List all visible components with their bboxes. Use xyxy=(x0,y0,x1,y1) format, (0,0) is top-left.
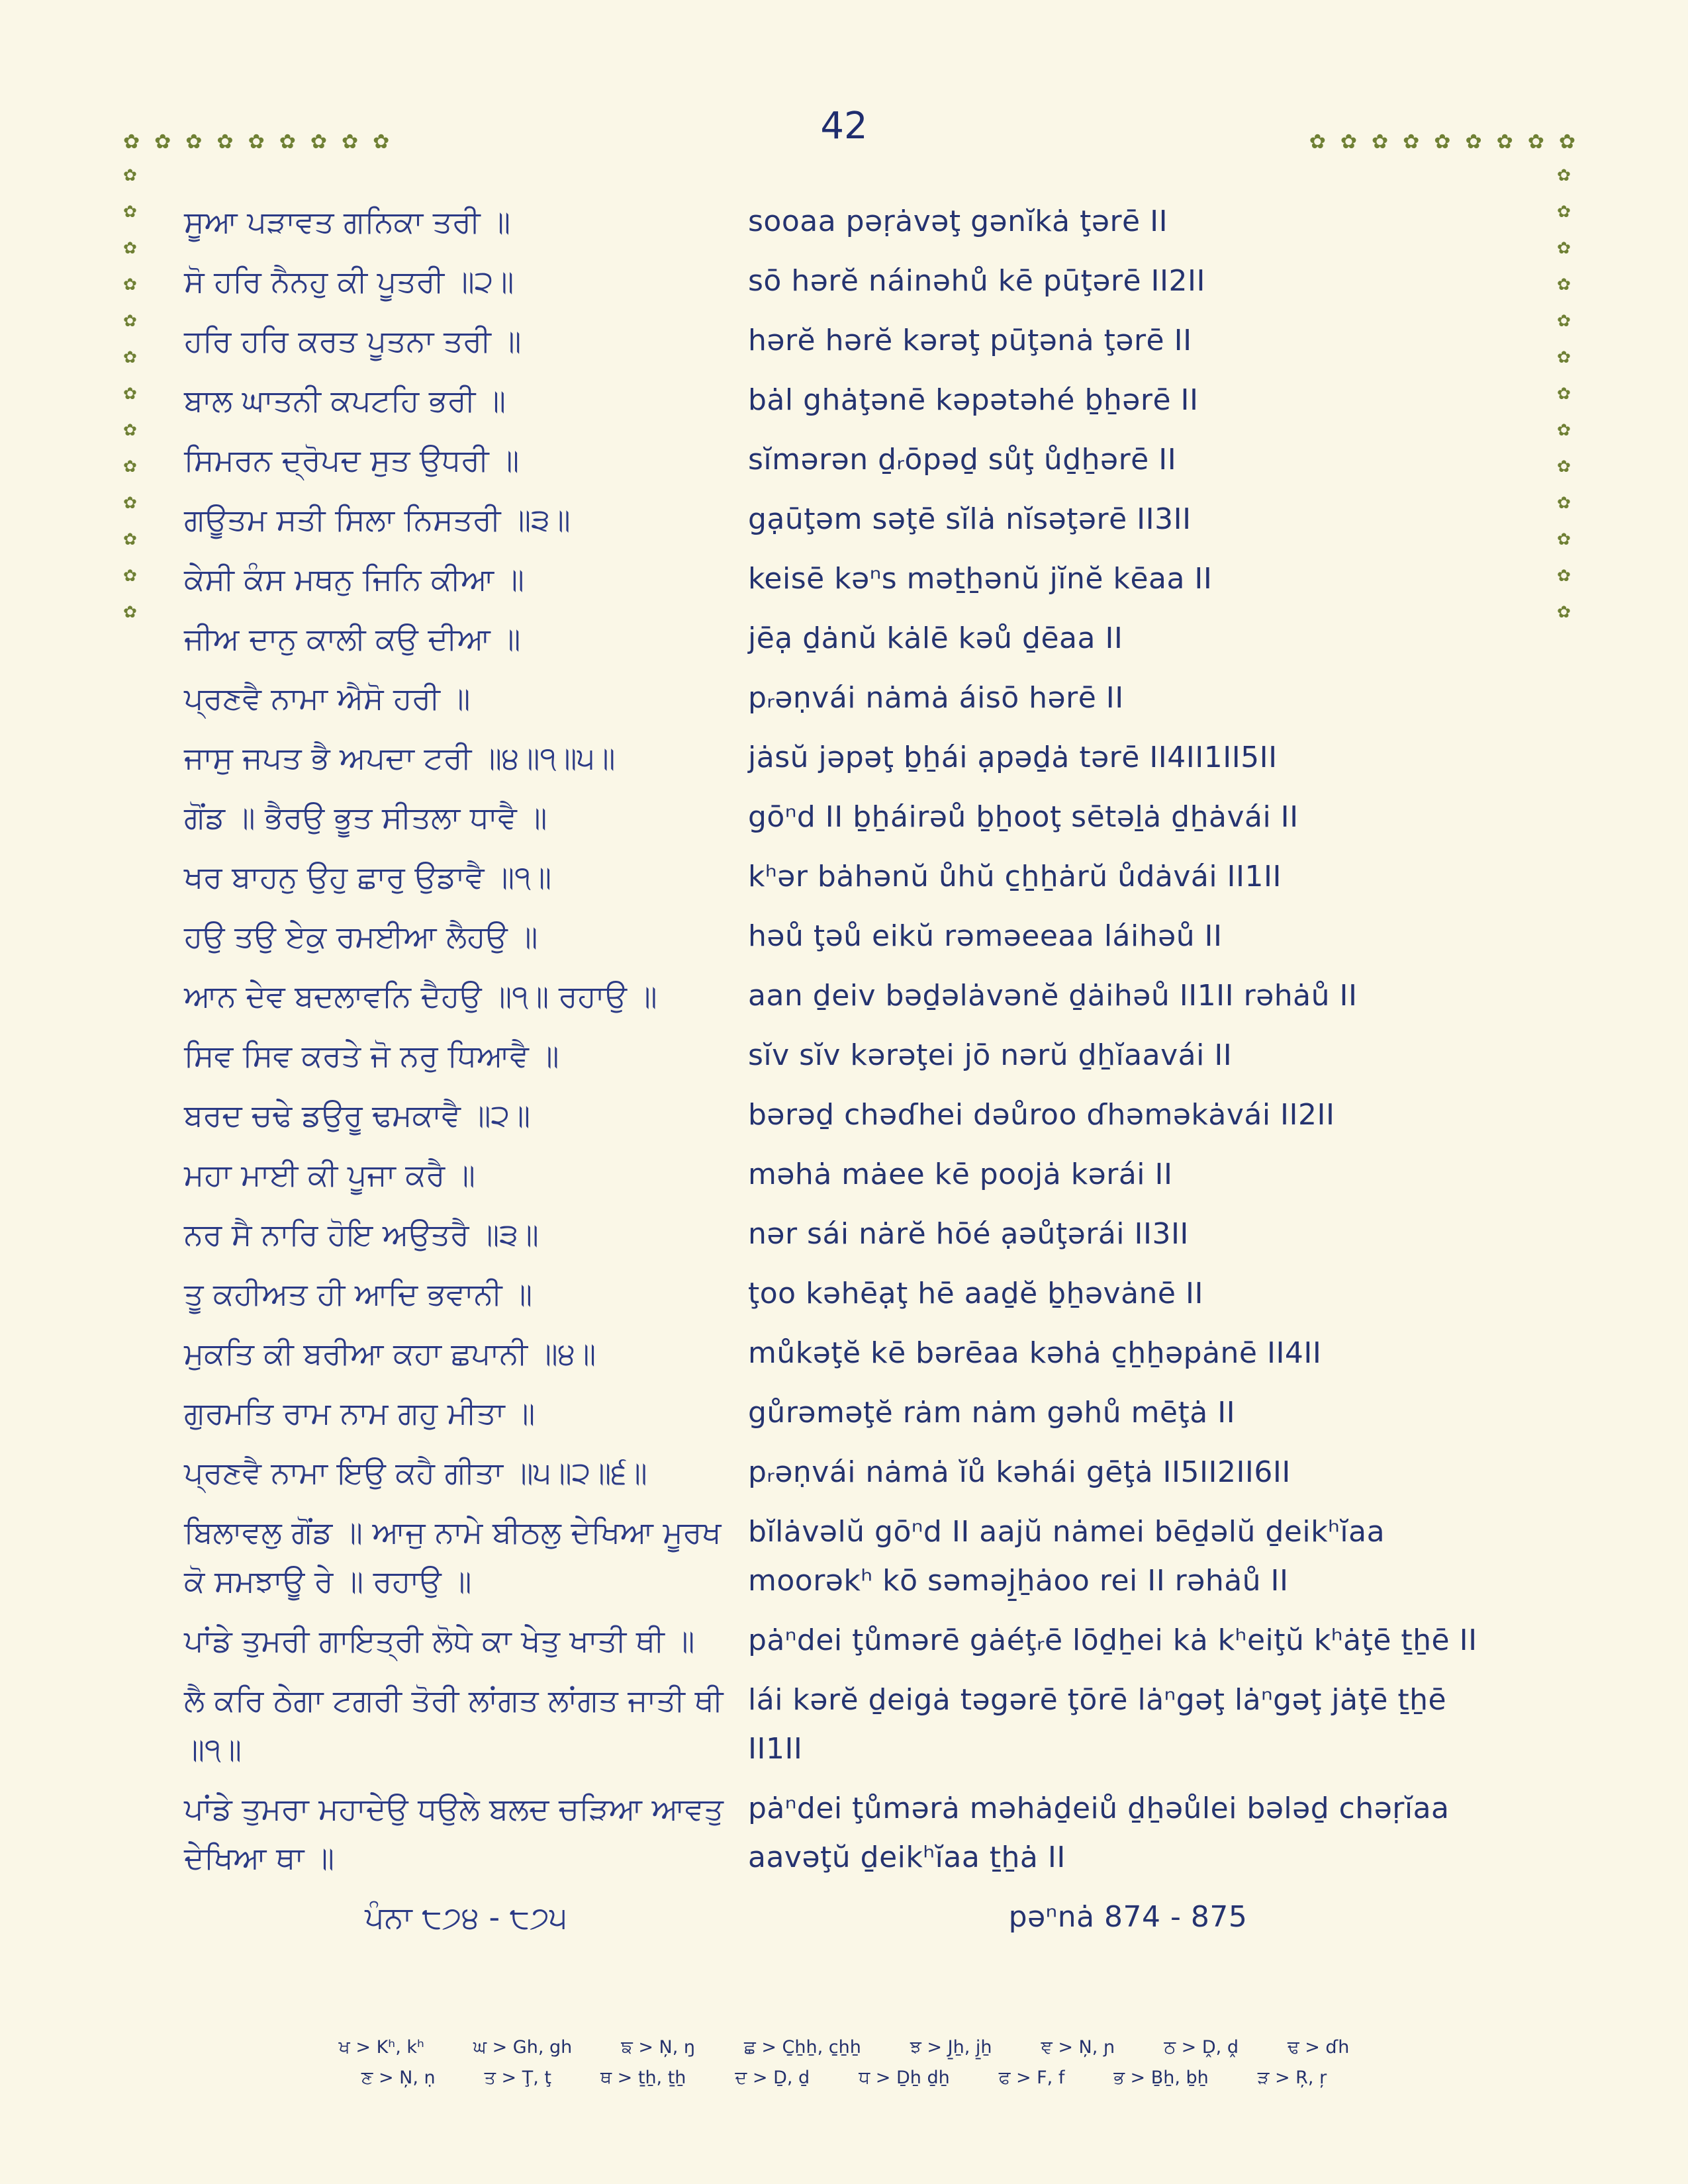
verse-row xyxy=(184,852,1524,901)
verse-row xyxy=(184,435,1524,484)
legend-mapping: ਫ > F, f xyxy=(998,2068,1065,2088)
flower-icon: ✿ xyxy=(248,130,265,154)
gurmukhi-text: ਸਿਵ ਸਿਵ ਕਰਤੇ ਜੋ ਨਰੁ ਧਿਆਵੈ ॥ xyxy=(184,1038,559,1073)
transliteration-text: bȧl ghȧţənē kəpətəhé ḇẖərē II xyxy=(748,383,1199,417)
verse-row xyxy=(184,495,1524,544)
ornament-row-top-right xyxy=(1309,132,1575,152)
legend-row xyxy=(339,2037,1350,2058)
verse-row xyxy=(184,1388,1524,1437)
flower-icon: ✿ xyxy=(1558,130,1575,154)
transliteration-text: kʰər bȧhənŭ ůhŭ c̱ẖẖȧrŭ ůdȧvái II1II xyxy=(748,860,1282,893)
flower-icon: ✿ xyxy=(1557,238,1571,257)
transliteration-text: jēạ ḏȧnŭ kȧlē kəů ḏēaa II xyxy=(748,621,1123,655)
gurmukhi-text: ਗੋਂਡ ॥ ਭੈਰਉ ਭੂਤ ਸੀਤਲਾ ਧਾਵੈ ॥ xyxy=(184,799,547,835)
gurmukhi-text: ਮਹਾ ਮਾਈ ਕੀ ਪੂਜਾ ਕਰੈ ॥ xyxy=(184,1157,475,1193)
flower-icon: ✿ xyxy=(123,165,137,185)
gurmukhi-text: ਪ੍ਰਣਵੈ ਨਾਮਾ ਐਸੋ ਹਰੀ ॥ xyxy=(184,680,471,716)
transliteration-text: bĭlȧvəlŭ gōⁿd II aajŭ nȧmei bēḏəlŭ ḏeikʰĭaa moorəkʰ kō səməj̱ẖȧoo rei II rəhȧů II xyxy=(748,1515,1385,1598)
flower-icon: ✿ xyxy=(123,566,137,585)
flower-icon: ✿ xyxy=(1557,165,1571,185)
gurmukhi-text: ਸੂਆ ਪੜਾਵਤ ਗਨਿਕਾ ਤਰੀ ॥ xyxy=(184,204,511,240)
verse-row xyxy=(184,1448,1524,1497)
legend-mapping: ਘ > Gh, gh xyxy=(473,2037,573,2058)
transliteration-text: sō hərĕ náinəhů kē pūţərē II2II xyxy=(748,264,1205,298)
verse-row xyxy=(184,1329,1524,1378)
flower-icon: ✿ xyxy=(279,130,296,154)
gurmukhi-text: ਆਨ ਦੇਵ ਬਦਲਾਵਨਿ ਦੈਹਉ ॥੧॥ ਰਹਾਉ ॥ xyxy=(184,978,657,1014)
flower-icon: ✿ xyxy=(123,130,140,154)
flower-icon: ✿ xyxy=(1557,457,1571,476)
flower-icon: ✿ xyxy=(1557,384,1571,403)
verse-row xyxy=(184,1031,1524,1080)
gurmukhi-text: ਬਾਲ ਘਾਤਨੀ ਕਪਟਹਿ ਭਰੀ ॥ xyxy=(184,383,506,418)
verse-row xyxy=(184,972,1524,1021)
gurmukhi-text: ਪਾਂਡੇ ਤੁਮਰੀ ਗਾਇਤ੍ਰੀ ਲੋਧੇ ਕਾ ਖੇਤੁ ਖਾਤੀ ਥੀ ॥ xyxy=(184,1623,695,1659)
transliteration-text: nər sái nȧrĕ hōé ạəůţərái II3II xyxy=(748,1217,1189,1251)
verse-list xyxy=(184,197,1524,1882)
ornament-row-top-left xyxy=(123,132,389,152)
panna-gurmukhi: ਪੰਨਾ ੮੭੪ - ੮੭੫ xyxy=(365,1899,567,1935)
flower-icon: ✿ xyxy=(1557,311,1571,330)
gurmukhi-text: ਕੇਸੀ ਕੰਸ ਮਥਨੁ ਜਿਨਿ ਕੀਆ ॥ xyxy=(184,561,524,597)
legend-mapping: ਭ > Ḇẖ, ḇẖ xyxy=(1113,2068,1209,2088)
ornament-column-left xyxy=(123,167,137,620)
verse-row xyxy=(184,733,1524,782)
transliteration-text: həů ţəů eikŭ rəməeeaa láihəů II xyxy=(748,919,1223,953)
gurmukhi-text: ਬਰਦ ਚਢੇ ਡਉਰੂ ਢਮਕਾਵੈ ॥੨॥ xyxy=(184,1097,531,1133)
flower-icon: ✿ xyxy=(1403,130,1420,154)
flower-icon: ✿ xyxy=(1557,566,1571,585)
gurmukhi-text: ਮੁਕਤਿ ਕੀ ਬਰੀਆ ਕਹਾ ਛਪਾਨੀ ॥੪॥ xyxy=(184,1336,596,1371)
gurmukhi-text: ਖਰ ਬਾਹਨੁ ਉਹੁ ਛਾਰੁ ਉਡਾਵੈ ॥੧॥ xyxy=(184,859,552,895)
verse-row xyxy=(184,1508,1524,1606)
gurmukhi-text: ਪਾਂਡੇ ਤੁਮਰਾ ਮਹਾਦੇਉ ਧਉਲੇ ਬਲਦ ਚੜਿਆ ਆਵਤੁ ਦੇਖਿਆ ਥਾ ॥ xyxy=(184,1791,724,1876)
flower-icon: ✿ xyxy=(1527,130,1544,154)
flower-icon: ✿ xyxy=(123,529,137,549)
transliteration-text: ţoo kəhēạţ hē aaḏĕ ḇẖəvȧnē II xyxy=(748,1277,1203,1310)
verse-row xyxy=(184,197,1524,246)
gurmukhi-text: ਪ੍ਰਣਵੈ ਨਾਮਾ ਇਉ ਕਹੈ ਗੀਤਾ ॥੫॥੨॥੬॥ xyxy=(184,1455,647,1490)
gurmukhi-text: ਤੂ ਕਹੀਅਤ ਹੀ ਆਦਿ ਭਵਾਨੀ ॥ xyxy=(184,1276,533,1312)
transliteration-text: məhȧ mȧee kē poojȧ kərái II xyxy=(748,1158,1173,1191)
flower-icon: ✿ xyxy=(123,493,137,512)
flower-icon: ✿ xyxy=(123,420,137,439)
panna-translit: pəⁿnȧ 874 - 875 xyxy=(1008,1900,1248,1934)
gurmukhi-text: ਗਊਤਮ ਸਤੀ ਸਿਲਾ ਨਿਸਤਰੀ ॥੩॥ xyxy=(184,502,571,537)
gurmukhi-text: ਗੁਰਮਤਿ ਰਾਮ ਨਾਮ ਗਹੁ ਮੀਤਾ ॥ xyxy=(184,1395,536,1431)
page-number: 42 xyxy=(820,105,868,148)
legend-mapping: ਞ > Ņ, ɲ xyxy=(1041,2037,1115,2058)
verse-row xyxy=(184,912,1524,961)
verse-row xyxy=(184,1616,1524,1665)
transliteration-text: hərĕ hərĕ kərəţ pūţənȧ ţərē II xyxy=(748,324,1192,357)
transliteration-text: sĭmərən ḏᵣōpəḏ sůţ ůḏẖərē II xyxy=(748,443,1177,477)
gurmukhi-text: ਬਿਲਾਵਲੁ ਗੋਂਡ ॥ ਆਜੁ ਨਾਮੇ ਬੀਠਲੁ ਦੇਖਿਆ ਮੂਰਖ ਕੋ ਸਮਝਾਊ ਰੇ ॥ ਰਹਾਉ ॥ xyxy=(184,1514,722,1599)
verse-row xyxy=(184,793,1524,842)
transliteration-text: gạūţəm səţē sĭlȧ nĭsəţərē II3II xyxy=(748,502,1192,536)
flower-icon: ✿ xyxy=(1557,493,1571,512)
flower-icon: ✿ xyxy=(373,130,390,154)
flower-icon: ✿ xyxy=(123,384,137,403)
flower-icon: ✿ xyxy=(310,130,327,154)
transliteration-text: gōⁿd II ḇẖáirəů ḇẖooţ sētəḻȧ ḏẖȧvái II xyxy=(748,800,1299,834)
flower-icon: ✿ xyxy=(123,457,137,476)
legend-mapping: ਠ > Ḓ, ḓ xyxy=(1164,2037,1239,2058)
transliteration-text: lái kərĕ ḏeigȧ təgərē ţōrē lȧⁿgəţ lȧⁿgəţ jȧţē ṯẖē II1II xyxy=(748,1683,1447,1766)
legend-mapping: ੜ > Ŗ, ŗ xyxy=(1257,2068,1327,2088)
transliteration-text: keisē kəⁿs məṯẖənŭ jĭnĕ kēaa II xyxy=(748,562,1213,596)
verse-row xyxy=(184,1676,1524,1774)
flower-icon: ✿ xyxy=(1465,130,1482,154)
legend-mapping: ਖ > Kʰ, kʰ xyxy=(338,2037,424,2058)
verse-row xyxy=(184,376,1524,425)
flower-icon: ✿ xyxy=(123,347,137,367)
flower-icon: ✿ xyxy=(123,202,137,221)
flower-icon: ✿ xyxy=(123,311,137,330)
transliteration-text: pᵣəṇvái nȧmȧ áisō hərē II xyxy=(748,681,1124,715)
transliteration-text: sĭv sĭv kərəţei jō nərŭ ḏẖĭaavái II xyxy=(748,1038,1233,1072)
transliteration-text: jȧsŭ jəpəţ ḇẖái ạpəḏȧ tərē II4II1II5II xyxy=(748,741,1278,774)
gurmukhi-text: ਲੈ ਕਰਿ ਠੇਗਾ ਟਗਰੀ ਤੋਰੀ ਲਾਂਗਤ ਲਾਂਗਤ ਜਾਤੀ ਥੀ ॥੧॥ xyxy=(184,1682,724,1767)
verse-row xyxy=(184,1784,1524,1882)
flower-icon: ✿ xyxy=(1340,130,1358,154)
flower-icon: ✿ xyxy=(1557,602,1571,621)
transliteration-text: pȧⁿdei ţůmərē gȧéţᵣē lōḏẖei kȧ kʰeiţŭ kʰȧţē ṯẖē II xyxy=(748,1623,1477,1657)
flower-icon: ✿ xyxy=(1309,130,1326,154)
gurmukhi-text: ਨਰ ਸੈ ਨਾਰਿ ਹੋਇ ਅਉਤਰੈ ॥੩॥ xyxy=(184,1216,539,1252)
legend-mapping: ਥ > ṯẖ, ṯẖ xyxy=(600,2068,686,2088)
gurmukhi-text: ਜਾਸੁ ਜਪਤ ਭੈ ਅਪਦਾ ਟਰੀ ॥੪॥੧॥੫॥ xyxy=(184,740,616,776)
flower-icon: ✿ xyxy=(1557,347,1571,367)
legend-row xyxy=(361,2068,1327,2089)
flower-icon: ✿ xyxy=(1557,275,1571,294)
flower-icon: ✿ xyxy=(123,238,137,257)
gurmukhi-text: ਹਰਿ ਹਰਿ ਕਰਤ ਪੂਤਨਾ ਤਰੀ ॥ xyxy=(184,323,522,359)
gurmukhi-text: ਜੀਅ ਦਾਨੁ ਕਾਲੀ ਕਉ ਦੀਆ ॥ xyxy=(184,621,521,657)
flower-icon: ✿ xyxy=(123,602,137,621)
flower-icon: ✿ xyxy=(1434,130,1451,154)
flower-icon: ✿ xyxy=(1496,130,1513,154)
flower-icon: ✿ xyxy=(154,130,171,154)
legend-mapping: ਤ > Ţ, ţ xyxy=(484,2068,551,2088)
flower-icon: ✿ xyxy=(1557,202,1571,221)
transliteration-text: můkəţĕ kē bərēaa kəhȧ c̱ẖẖəpȧnē II4II xyxy=(748,1336,1322,1370)
panna-footer-row xyxy=(184,1893,1524,1942)
transliteration-text: aan ḏeiv bəḏəlȧvənĕ ḏȧihəů II1II rəhȧů II xyxy=(748,979,1358,1013)
legend-mapping: ਙ > Ņ, ŋ xyxy=(621,2037,696,2058)
verse-row xyxy=(184,1150,1524,1199)
verse-row xyxy=(184,316,1524,365)
gurmukhi-text: ਸੋ ਹਰਿ ਨੈਨਹੁ ਕੀ ਪੂਤਰੀ ॥੨॥ xyxy=(184,263,514,299)
legend-mapping: ਛ > C̱ẖẖ, c̱ẖẖ xyxy=(744,2037,861,2058)
verse-row xyxy=(184,1210,1524,1259)
verse-row xyxy=(184,674,1524,723)
transliteration-text: pᵣəṇvái nȧmȧ ĭů kəhái gēţȧ II5II2II6II xyxy=(748,1455,1291,1489)
flower-icon: ✿ xyxy=(123,275,137,294)
transliteration-text: pȧⁿdei ţůmərȧ məhȧḏeiů ḏẖəůlei bələḏ chəṛĭaa aavəţŭ ḏeikʰĭaa ṯẖȧ II xyxy=(748,1792,1450,1874)
legend-mapping: ਣ > Ņ, ṇ xyxy=(361,2068,436,2088)
transliteration-text: bərəḏ chəɗhei dəůroo ɗhəməkȧvái II2II xyxy=(748,1098,1335,1132)
pronunciation-legend xyxy=(0,2037,1688,2089)
flower-icon: ✿ xyxy=(216,130,234,154)
verse-row xyxy=(184,555,1524,604)
legend-mapping: ਧ > Ḏẖ ḏẖ xyxy=(859,2068,950,2088)
transliteration-text: sooaa pəṛȧvəţ gənĭkȧ ţərē II xyxy=(748,205,1168,238)
verse-row xyxy=(184,1269,1524,1318)
verse-row xyxy=(184,257,1524,306)
legend-mapping: ਝ > J̱ẖ, j̱ẖ xyxy=(910,2037,992,2058)
flower-icon: ✿ xyxy=(341,130,359,154)
flower-icon: ✿ xyxy=(185,130,203,154)
gurmukhi-text: ਸਿਮਰਨ ਦ੍ਰੋਪਦ ਸੁਤ ਉਧਰੀ ॥ xyxy=(184,442,520,478)
verse-row xyxy=(184,1091,1524,1140)
verse-row xyxy=(184,614,1524,663)
flower-icon: ✿ xyxy=(1557,420,1571,439)
transliteration-text: gůrəməţĕ rȧm nȧm gəhů mēţȧ II xyxy=(748,1396,1236,1430)
ornament-column-right xyxy=(1557,167,1571,620)
verse-content xyxy=(184,197,1524,1952)
flower-icon: ✿ xyxy=(1557,529,1571,549)
gurmukhi-text: ਹਉ ਤਉ ਏਕੁ ਰਮਈਆ ਲੈਹਉ ॥ xyxy=(184,919,538,954)
legend-mapping: ਢ > ɗh xyxy=(1287,2037,1350,2058)
legend-mapping: ਦ > Ḏ, ḏ xyxy=(735,2068,810,2088)
flower-icon: ✿ xyxy=(1372,130,1389,154)
